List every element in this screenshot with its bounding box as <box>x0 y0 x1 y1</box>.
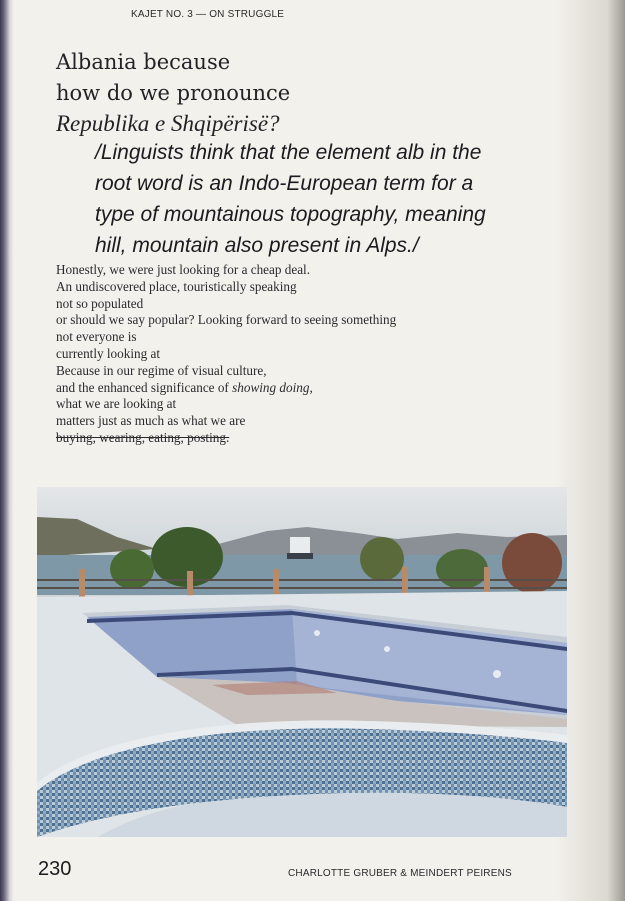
body-line: Because in our regime of visual culture, <box>56 362 267 378</box>
note-line: /Linguists think that the element alb in the <box>95 141 482 164</box>
running-head: KAJET NO. 3 — ON STRUGGLE <box>131 9 285 20</box>
pool-photo-illustration <box>37 487 567 837</box>
body-line: not everyone is <box>56 329 137 345</box>
heading-line-1: Albania because <box>56 50 231 74</box>
body-paragraph <box>56 262 496 447</box>
body-line-text: and the enhanced significance of <box>56 379 233 395</box>
page-number: 230 <box>38 858 72 880</box>
pool-photograph <box>37 487 567 837</box>
note-line: root word is an Indo-European term for a <box>95 172 474 195</box>
book-gutter <box>0 0 14 901</box>
body-line: matters just as much as what we are <box>56 413 246 429</box>
note-line: hill, mountain also present in Alps./ <box>95 234 419 257</box>
body-line: or should we say popular? Looking forward to seeing something <box>56 312 397 328</box>
footer-authors: CHARLOTTE GRUBER & MEINDERT PEIRENS <box>288 868 512 879</box>
body-line: not so populated <box>56 295 144 311</box>
note-line: type of mountainous topography, meaning <box>95 203 486 226</box>
linguistic-note <box>95 137 545 261</box>
body-line: currently looking at <box>56 345 161 361</box>
body-line: An undiscovered place, touristically speaking <box>56 278 297 294</box>
struck-through-line: buying, wearing, eating, posting. <box>56 429 230 445</box>
body-line-punct: , <box>309 379 313 395</box>
emphasis-text: showing doing <box>232 379 310 395</box>
body-line: Honestly, we were just looking for a cheap deal. <box>56 262 311 277</box>
heading-line-3: Republika e Shqipërisë? <box>56 111 280 136</box>
body-line: what we are looking at <box>56 396 177 412</box>
body-line <box>56 380 496 397</box>
heading-line-2: how do we pronounce <box>56 81 291 105</box>
